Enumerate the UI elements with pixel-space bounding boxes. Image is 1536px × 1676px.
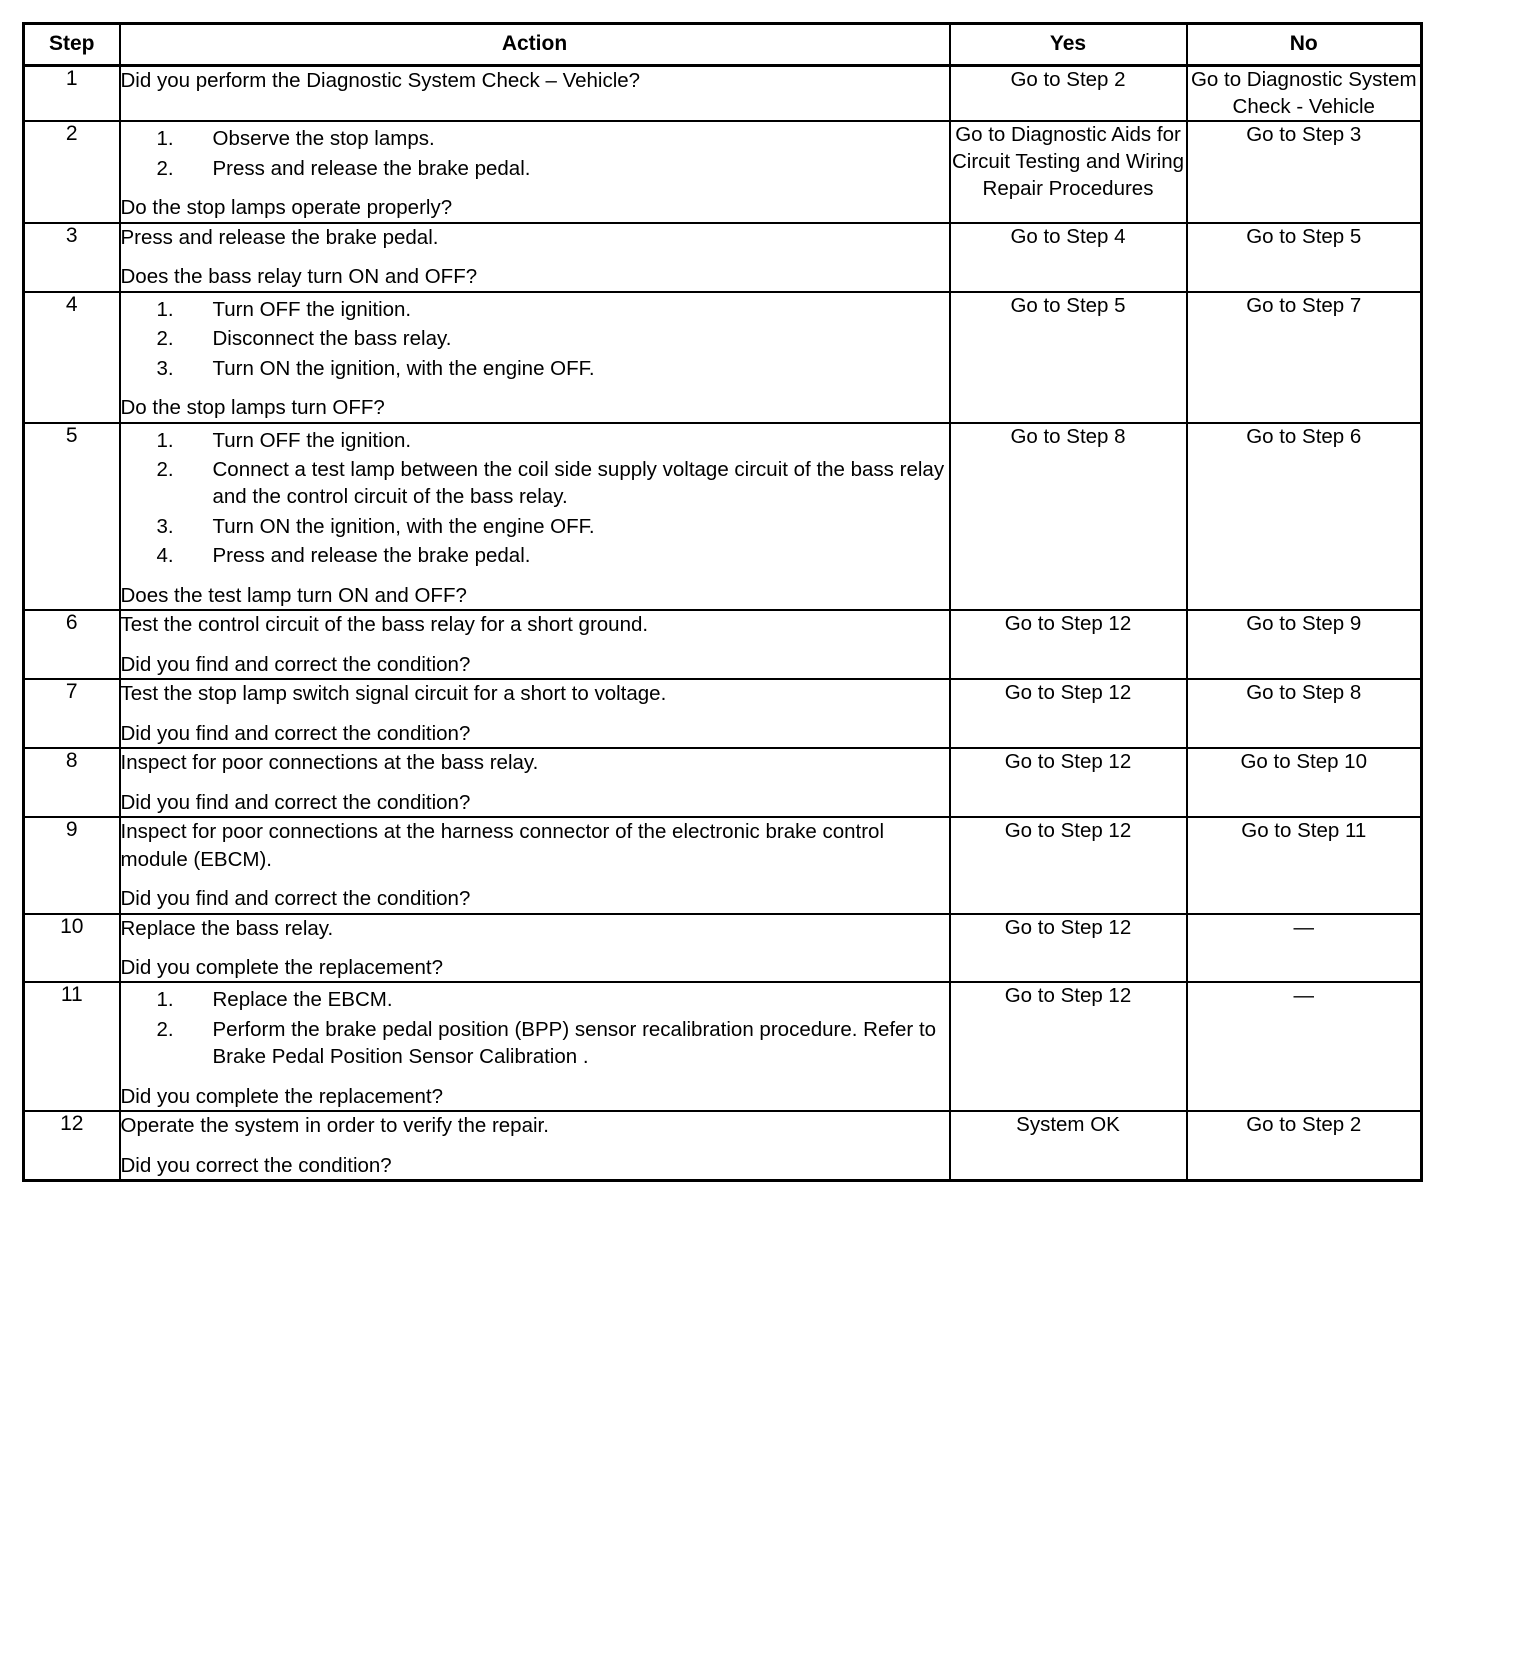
no-result: Go to Step 10	[1187, 748, 1422, 817]
table-header	[24, 24, 1422, 66]
table-row	[24, 748, 1422, 817]
action-question: Did you find and correct the condition?	[120, 887, 471, 911]
table-row	[24, 914, 1422, 983]
action-lead-text: Test the control circuit of the bass relay for a short ground.	[120, 613, 649, 637]
yes-result: System OK	[950, 1111, 1187, 1180]
table-row	[24, 292, 1422, 423]
action-cell	[120, 679, 950, 748]
action-cell	[120, 982, 950, 1111]
action-question: Do the stop lamps turn OFF?	[120, 396, 385, 420]
yes-result: Go to Diagnostic Aids for Circuit Testing and Wiring Repair Procedures	[950, 121, 1187, 222]
table-row	[24, 423, 1422, 611]
action-substep: Turn OFF the ignition.	[212, 428, 412, 452]
action-cell	[120, 223, 950, 292]
action-cell	[120, 66, 950, 122]
action-substep: Disconnect the bass relay.	[212, 327, 452, 351]
action-cell	[120, 423, 950, 611]
action-substep: Turn ON the ignition, with the engine OFF.	[212, 514, 595, 538]
step-number: 2	[24, 121, 120, 222]
action-cell	[120, 748, 950, 817]
action-question: Did you find and correct the condition?	[120, 652, 471, 676]
action-cell	[120, 121, 950, 222]
action-substep: Perform the brake pedal position (BPP) sensor recalibration procedure. Refer to Brake Pedal Position Sensor Calibration .	[212, 1017, 937, 1069]
no-result: Go to Step 5	[1187, 223, 1422, 292]
action-question: Did you complete the replacement?	[120, 1084, 443, 1108]
header-step: Step	[24, 24, 120, 66]
step-number: 3	[24, 223, 120, 292]
action-lead-text: Did you perform the Diagnostic System Check – Vehicle?	[120, 69, 641, 92]
table-body	[24, 66, 1422, 1181]
no-result: Go to Step 7	[1187, 292, 1422, 423]
action-lead-text: Test the stop lamp switch signal circuit for a short to voltage.	[120, 682, 667, 706]
action-question: Did you complete the replacement?	[120, 956, 443, 979]
no-result: Go to Step 9	[1187, 610, 1422, 679]
table-row	[24, 679, 1422, 748]
action-lead-text: Replace the bass relay.	[120, 916, 334, 940]
action-substep-list	[121, 125, 949, 182]
step-number: 12	[24, 1111, 120, 1180]
yes-result: Go to Step 12	[950, 914, 1187, 983]
step-number: 8	[24, 748, 120, 817]
action-lead-text: Inspect for poor connections at the harness connector of the electronic brake control module (EBCM).	[120, 820, 884, 871]
no-result: Go to Step 3	[1187, 121, 1422, 222]
step-number: 5	[24, 423, 120, 611]
action-question: Do the stop lamps operate properly?	[120, 196, 453, 220]
header-action: Action	[120, 24, 950, 66]
action-question: Does the test lamp turn ON and OFF?	[120, 583, 467, 607]
no-result: Go to Step 11	[1187, 817, 1422, 913]
table-row	[24, 610, 1422, 679]
action-lead-text: Inspect for poor connections at the bass relay.	[120, 751, 539, 775]
yes-result: Go to Step 8	[950, 423, 1187, 611]
header-yes: Yes	[950, 24, 1187, 66]
action-substep: Press and release the brake pedal.	[212, 544, 531, 568]
header-row	[24, 24, 1422, 66]
yes-result: Go to Step 12	[950, 982, 1187, 1111]
step-number: 9	[24, 817, 120, 913]
step-number: 11	[24, 982, 120, 1111]
action-substep-list	[121, 296, 949, 382]
action-cell	[120, 914, 950, 983]
action-question: Did you correct the condition?	[120, 1153, 392, 1177]
no-result: Go to Step 8	[1187, 679, 1422, 748]
action-question: Did you find and correct the condition?	[120, 721, 471, 745]
table-row	[24, 66, 1422, 122]
no-result: —	[1187, 982, 1422, 1111]
table-row	[24, 1111, 1422, 1180]
no-result: Go to Diagnostic System Check - Vehicle	[1187, 66, 1422, 122]
step-number: 7	[24, 679, 120, 748]
action-substep: Connect a test lamp between the coil side supply voltage circuit of the bass relay and the control circuit of the bass relay.	[212, 457, 945, 509]
yes-result: Go to Step 5	[950, 292, 1187, 423]
table-row	[24, 982, 1422, 1111]
action-question: Did you find and correct the condition?	[120, 790, 471, 814]
yes-result: Go to Step 4	[950, 223, 1187, 292]
yes-result: Go to Step 12	[950, 679, 1187, 748]
yes-result: Go to Step 2	[950, 66, 1187, 122]
action-question: Does the bass relay turn ON and OFF?	[120, 265, 478, 289]
yes-result: Go to Step 12	[950, 748, 1187, 817]
action-cell	[120, 610, 950, 679]
action-substep: Replace the EBCM.	[212, 988, 393, 1012]
yes-result: Go to Step 12	[950, 817, 1187, 913]
action-cell	[120, 817, 950, 913]
step-number: 10	[24, 914, 120, 983]
action-cell	[120, 1111, 950, 1180]
no-result: Go to Step 6	[1187, 423, 1422, 611]
action-substep: Turn ON the ignition, with the engine OFF.	[212, 356, 595, 380]
diagnostic-steps-table	[22, 22, 1423, 1182]
table-row	[24, 223, 1422, 292]
action-lead-text: Operate the system in order to verify the repair.	[120, 1114, 549, 1138]
table-row	[24, 121, 1422, 222]
table-row	[24, 817, 1422, 913]
yes-result: Go to Step 12	[950, 610, 1187, 679]
action-substep-list	[121, 986, 949, 1070]
step-number: 4	[24, 292, 120, 423]
no-result: —	[1187, 914, 1422, 983]
action-substep: Turn OFF the ignition.	[212, 297, 412, 321]
header-no: No	[1187, 24, 1422, 66]
step-number: 1	[24, 66, 120, 122]
action-substep: Press and release the brake pedal.	[212, 156, 531, 180]
no-result: Go to Step 2	[1187, 1111, 1422, 1180]
action-lead-text: Press and release the brake pedal.	[120, 225, 439, 249]
action-substep-list	[121, 427, 949, 570]
action-substep: Observe the stop lamps.	[212, 127, 435, 151]
action-cell	[120, 292, 950, 423]
step-number: 6	[24, 610, 120, 679]
spacer	[121, 94, 949, 104]
